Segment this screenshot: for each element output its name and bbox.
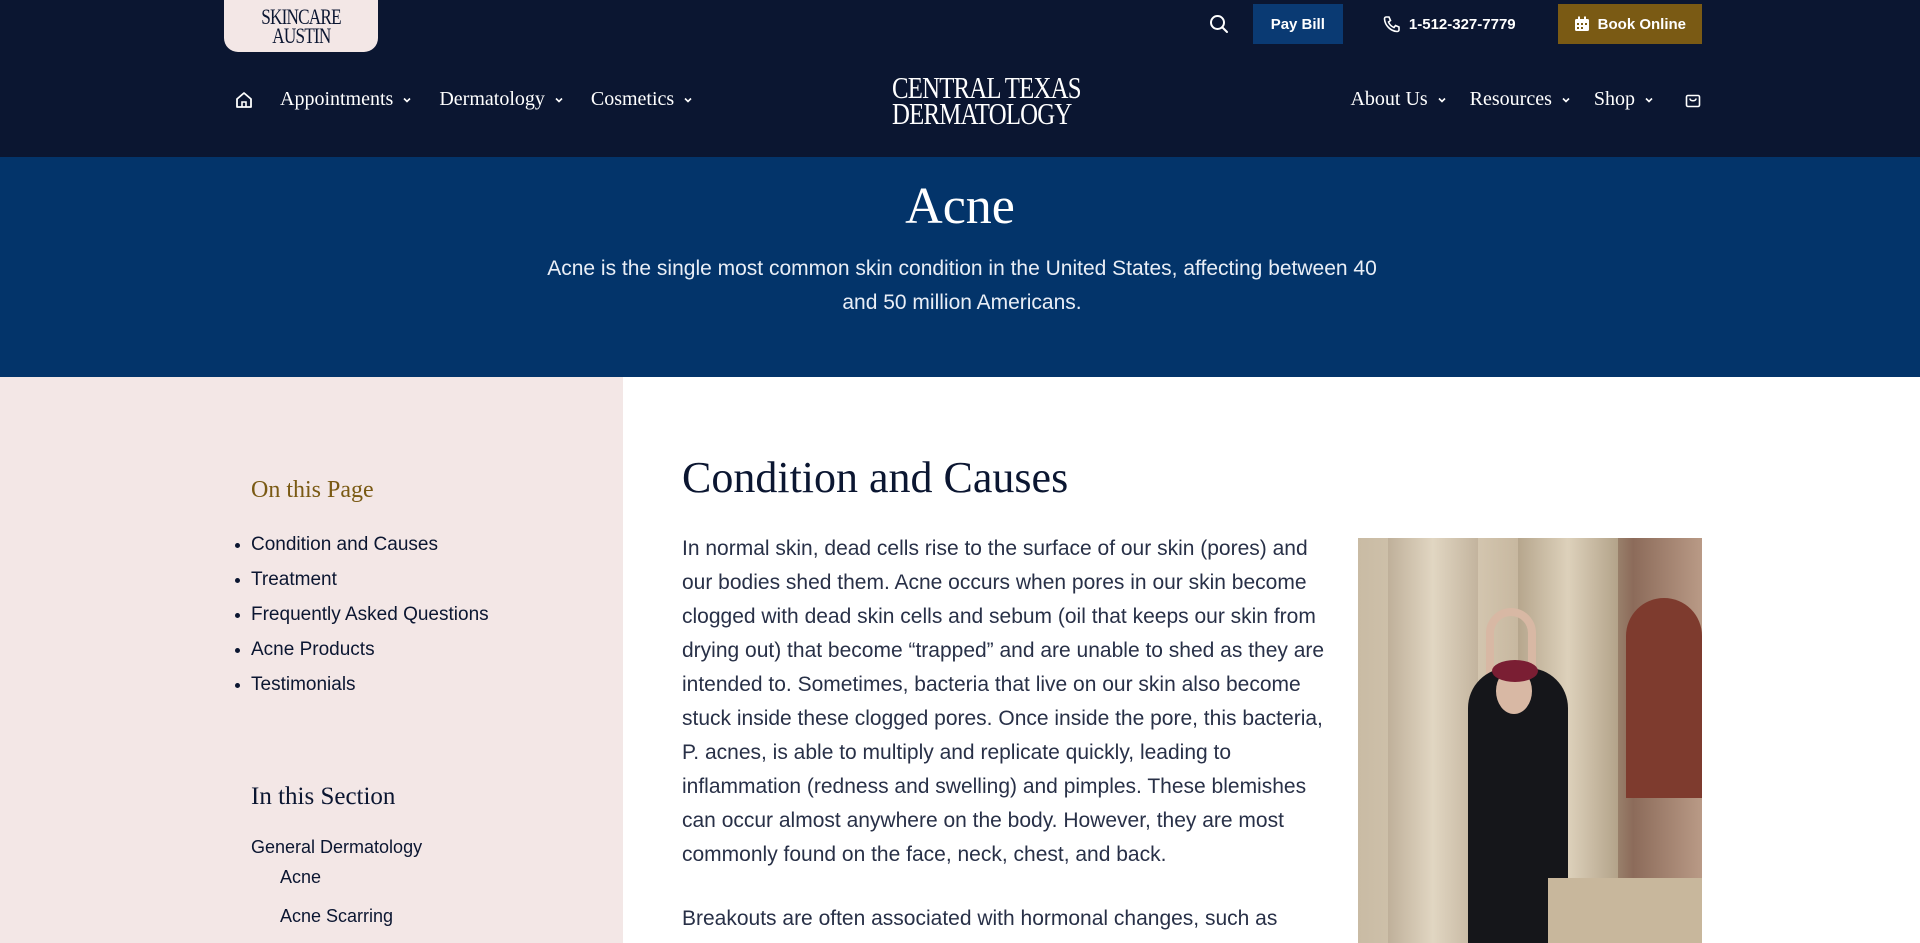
skincare-austin-logo[interactable]	[224, 0, 378, 52]
home-icon[interactable]	[234, 90, 254, 110]
toc-item-acne-products[interactable]: Acne Products	[251, 640, 489, 675]
content-paragraph: Breakouts are often associated with hormonal changes, such as	[682, 907, 1278, 930]
nav-dermatology[interactable]	[439, 88, 564, 111]
nav-appointments[interactable]	[280, 88, 412, 111]
nav-about-us[interactable]	[1350, 88, 1446, 111]
calendar-icon	[1574, 16, 1590, 32]
section-heading: Condition and Causes	[682, 453, 1069, 502]
acne-feature-photo	[1358, 538, 1702, 943]
phone-icon	[1383, 15, 1401, 33]
section-title: In this Section	[251, 783, 396, 810]
toc-item-faq[interactable]: Frequently Asked Questions	[251, 605, 489, 640]
phone-number: 1-512-327-7779	[1408, 15, 1516, 33]
shopping-bag-icon[interactable]	[1684, 91, 1702, 109]
photo-beret	[1492, 660, 1538, 682]
page-subtitle: Acne is the single most common skin condition in the United States, affecting between 40 and 50 million Americans.	[547, 257, 1377, 314]
chevron-down-icon	[1644, 95, 1654, 105]
toc-title: On this Page	[251, 477, 374, 503]
nav-cosmetics-label: Cosmetics	[590, 88, 675, 110]
photo-ledge	[1548, 878, 1702, 943]
phone-link[interactable]	[1383, 15, 1516, 33]
toc-list	[251, 535, 489, 710]
sidebar	[0, 377, 623, 943]
book-online-button[interactable]	[1558, 4, 1702, 44]
nav-appointments-label: Appointments	[280, 88, 394, 110]
toc-item-testimonials[interactable]: Testimonials	[251, 675, 489, 710]
section-item-acne-scarring[interactable]: Acne Scarring	[280, 906, 394, 926]
nav-cosmetics[interactable]	[591, 88, 693, 111]
nav-dermatology-label: Dermatology	[439, 88, 545, 110]
nav-shop[interactable]	[1594, 88, 1654, 111]
pay-bill-button[interactable]: Pay Bill	[1253, 4, 1343, 44]
nav-shop-label: Shop	[1593, 88, 1635, 110]
book-online-label: Book Online	[1597, 15, 1686, 33]
site-header	[0, 0, 1920, 157]
sub-logo-line1: SKINCARE	[261, 4, 341, 29]
central-texas-dermatology-logo[interactable]	[874, 70, 1081, 131]
nav-left	[234, 88, 720, 111]
photo-arch	[1626, 598, 1702, 798]
content-paragraph: In normal skin, dead cells rise to the surface of our skin (pores) and our bodies shed them. Acne occurs when pores in our skin become clogged with dead skin cells and sebum (oil that keeps our skin from drying out) that become “trapped” and are unable to shed as they are intended to. Sometimes, bacteria that live on our skin also become stuck inside these clogged pores. Once inside the pore, this bacteria, P. acnes, is able to multiply and replicate quickly, leading to inflammation (redness and swelling) and pimples. These blemishes can occur almost anywhere on the body. However, they are most commonly found on the face, neck, chest, and back.	[682, 537, 1325, 866]
section-list	[251, 837, 422, 943]
chevron-down-icon	[402, 95, 412, 105]
nav-resources-label: Resources	[1469, 88, 1552, 110]
toc-item-condition-and-causes[interactable]: Condition and Causes	[251, 535, 489, 570]
page-hero	[0, 157, 1920, 377]
chevron-down-icon	[683, 95, 693, 105]
nav-right	[1327, 88, 1702, 111]
chevron-down-icon	[1437, 95, 1447, 105]
chevron-down-icon	[1561, 95, 1571, 105]
main-logo-line2: DERMATOLOGY	[892, 96, 1072, 131]
utility-bar	[1205, 4, 1702, 44]
sub-logo-line2: AUSTIN	[271, 23, 331, 48]
main-logo-line1: CENTRAL TEXAS	[892, 70, 1081, 105]
page-title: Acne	[905, 178, 1015, 235]
nav-resources[interactable]	[1470, 88, 1571, 111]
toc-item-treatment[interactable]: Treatment	[251, 570, 489, 605]
section-item-general-dermatology[interactable]: General Dermatology	[251, 837, 423, 857]
search-icon[interactable]	[1205, 10, 1233, 38]
chevron-down-icon	[554, 95, 564, 105]
photo-column-left	[1388, 538, 1478, 943]
section-item-acne[interactable]: Acne	[280, 867, 322, 887]
nav-about-us-label: About Us	[1350, 88, 1428, 110]
